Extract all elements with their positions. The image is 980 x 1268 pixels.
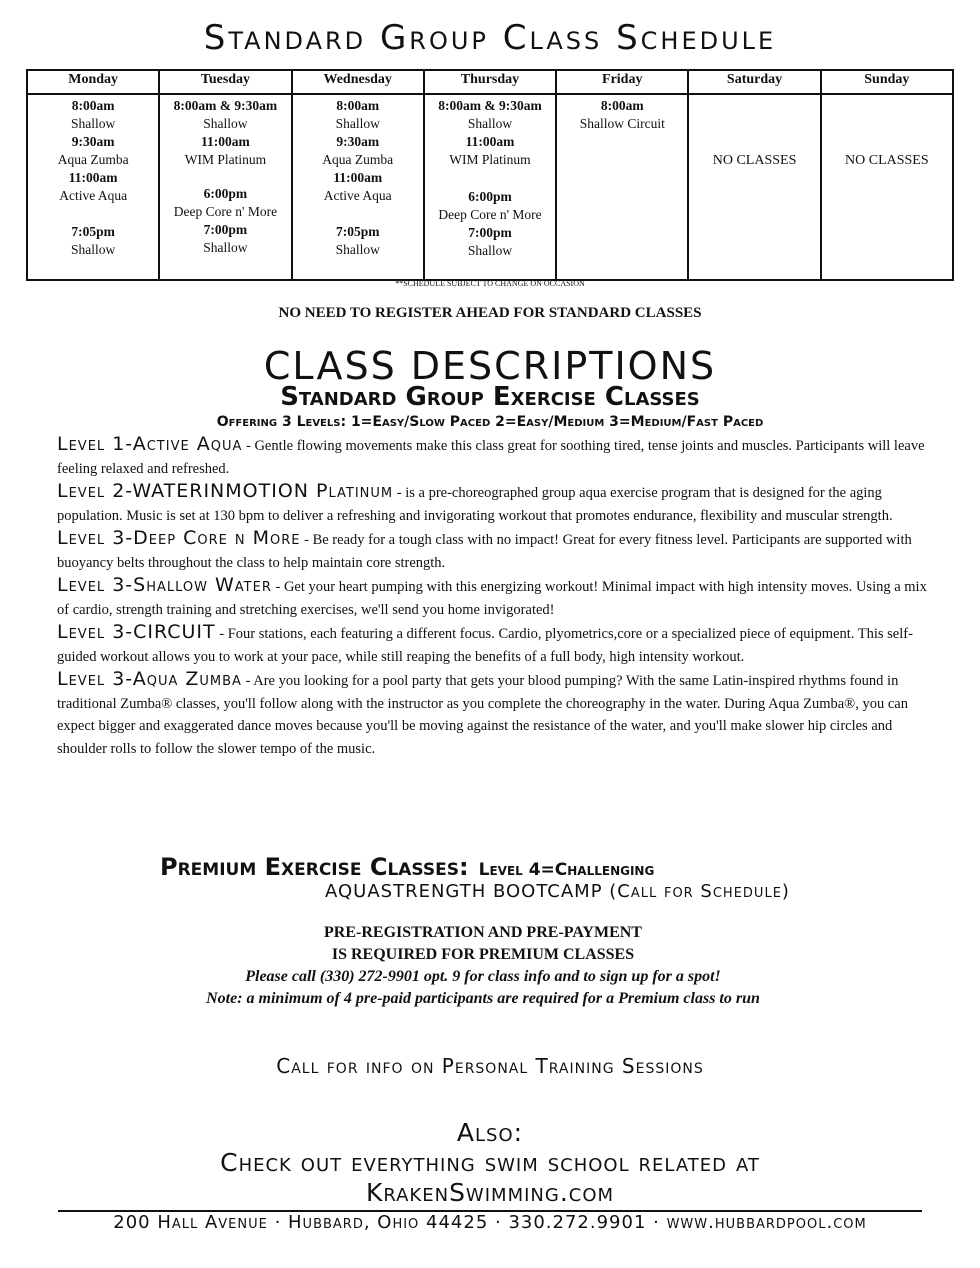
class-name: Shallow <box>335 116 380 131</box>
class-entry <box>160 133 290 169</box>
day-header-friday: Friday <box>556 70 688 94</box>
promo-website: KrakenSwimming.com <box>365 1178 615 1207</box>
schedule-disclaimer: **SCHEDULE SUBJECT TO CHANGE ON OCCASION <box>395 279 585 288</box>
class-entry <box>425 224 555 260</box>
class-description <box>57 527 927 574</box>
day-header-sunday: Sunday <box>821 70 953 94</box>
class-name: Shallow <box>335 242 380 257</box>
class-level-title: Level 3-CIRCUIT <box>57 621 216 643</box>
class-entry <box>425 133 555 169</box>
class-time: 7:00pm <box>203 222 248 237</box>
class-description <box>57 668 927 760</box>
bootcamp-class: AQUASTRENGTH BOOTCAMP (Call for Schedule) <box>325 881 790 902</box>
day-header-thursday: Thursday <box>424 70 556 94</box>
class-time: 6:00pm <box>203 186 248 201</box>
class-name: Shallow <box>203 116 248 131</box>
class-time: 11:00am <box>68 170 118 185</box>
premium-classes-heading <box>160 853 654 881</box>
class-level-title: Level 1-Active Aqua <box>57 433 243 455</box>
schedule-body-row <box>27 94 953 280</box>
tuesday-cell <box>159 94 291 280</box>
class-description <box>57 480 927 527</box>
premium-minimum-note: Note: a minimum of 4 pre-paid participants are required for a Premium class to run <box>206 990 760 1007</box>
sunday-cell <box>821 94 953 280</box>
class-level-title: Level 3-Aqua Zumba <box>57 668 242 690</box>
friday-cell <box>556 94 688 280</box>
class-time: 8:00am <box>600 98 644 113</box>
class-name: Shallow <box>467 116 513 131</box>
class-time: 7:05pm <box>71 224 115 239</box>
day-header-tuesday: Tuesday <box>159 70 291 94</box>
class-entry <box>425 188 555 224</box>
day-header-saturday: Saturday <box>688 70 820 94</box>
class-entry <box>28 97 158 133</box>
class-descriptions <box>57 433 927 760</box>
class-name: Shallow Circuit <box>579 116 665 131</box>
class-name: WIM Platinum <box>184 152 267 167</box>
class-time: 9:30am <box>336 134 380 149</box>
class-time: 6:00pm <box>468 189 512 204</box>
wednesday-cell <box>292 94 424 280</box>
class-entry <box>160 97 290 133</box>
class-name: Active Aqua <box>323 188 392 203</box>
class-description-text: - Four stations, each featuring a different focus. Cardio, plyometrics,core or a specialized piece of equipment. This self-guided workout allows you to work at your pace, while still reaping the benefits of a full body, high intensity workout. <box>57 626 913 665</box>
class-time: 8:00am & 9:30am <box>438 98 542 113</box>
no-classes-label: NO CLASSES <box>845 153 929 168</box>
saturday-cell <box>688 94 820 280</box>
page-title: Standard Group Class Schedule <box>203 18 777 58</box>
class-entry <box>293 97 423 133</box>
class-name: Aqua Zumba <box>322 152 394 167</box>
class-entry <box>293 133 423 169</box>
class-name: WIM Platinum <box>449 152 531 167</box>
class-time: 7:05pm <box>335 224 380 239</box>
footer-address: 200 Hall Avenue · Hubbard, Ohio 44425 · 330.272.9901 · www.hubbardpool.com <box>113 1212 867 1233</box>
class-entry <box>28 133 158 169</box>
schedule-header-row <box>27 70 953 94</box>
class-description <box>57 621 927 668</box>
class-name: Deep Core n' More <box>438 207 542 222</box>
levels-legend: Offering 3 Levels: 1=Easy/Slow Paced 2=Easy/Medium 3=Medium/Fast Paced <box>216 414 764 430</box>
class-time: 8:00am <box>71 98 115 113</box>
premium-heading-text: Premium Exercise Classes: <box>160 853 469 881</box>
class-level-title: Level 3-Shallow Water <box>57 574 272 596</box>
standard-classes-heading: Standard Group Exercise Classes <box>280 382 700 412</box>
day-header-wednesday: Wednesday <box>292 70 424 94</box>
class-schedule-table <box>26 69 954 281</box>
class-time: 7:00pm <box>468 225 512 240</box>
premium-requirements <box>0 922 966 1010</box>
class-level-title: Level 3-Deep Core n More <box>57 527 301 549</box>
swim-school-promo <box>0 1118 980 1208</box>
class-description-text: - Get your heart pumping with this energizing workout! Minimal impact with high intensity moves. Using a mix of cardio, strength training and stretching exercises, we'll send you home invigorated! <box>57 579 927 618</box>
monday-cell <box>27 94 159 280</box>
class-entry <box>28 169 158 205</box>
class-entry <box>28 223 158 259</box>
class-description-text: - Be ready for a tough class with no impact! Great for every fitness level. Participants are supported with buoyancy belts throughout the class to help maintain core strength. <box>57 532 912 571</box>
class-entry <box>557 97 687 133</box>
class-time: 11:00am <box>465 134 515 149</box>
promo-line: Check out everything swim school related at <box>220 1148 760 1177</box>
class-time: 9:30am <box>71 134 115 149</box>
promo-line: Also: <box>456 1118 524 1147</box>
class-name: Deep Core n' More <box>173 204 278 219</box>
thursday-cell <box>424 94 556 280</box>
class-time: 11:00am <box>333 170 383 185</box>
class-name: Active Aqua <box>59 188 128 203</box>
class-time: 8:00am & 9:30am <box>173 98 278 113</box>
class-name: Shallow <box>203 240 248 255</box>
personal-training-info: Call for info on Personal Training Sessions <box>276 1054 704 1078</box>
class-name: Shallow <box>71 242 116 257</box>
class-name: Shallow <box>71 116 116 131</box>
no-registration-notice: NO NEED TO REGISTER AHEAD FOR STANDARD CLASSES <box>278 305 702 321</box>
class-entry <box>293 169 423 205</box>
class-entry <box>293 223 423 259</box>
class-time: 11:00am <box>201 134 250 149</box>
premium-level-label: Level 4=Challenging <box>478 860 655 880</box>
class-name: Shallow <box>467 243 513 258</box>
class-entry <box>160 185 290 221</box>
class-descriptions-heading: CLASS DESCRIPTIONS <box>263 344 717 388</box>
class-entry <box>160 221 290 257</box>
class-entry <box>425 97 555 133</box>
class-description <box>57 574 927 621</box>
no-classes-label: NO CLASSES <box>712 153 797 168</box>
premium-requirement-line: IS REQUIRED FOR PREMIUM CLASSES <box>331 946 635 963</box>
premium-call-info: Please call (330) 272-9901 opt. 9 for class info and to sign up for a spot! <box>245 968 721 985</box>
class-time: 8:00am <box>336 98 380 113</box>
class-description-text: - Gentle flowing movements make this class great for soothing tired, tense joints and muscles. Participants will leave feeling relaxed and refreshed. <box>57 438 925 477</box>
class-level-title: Level 2-WATERINMOTION Platinum <box>57 480 394 502</box>
class-description <box>57 433 927 480</box>
premium-requirement-line: PRE-REGISTRATION AND PRE-PAYMENT <box>324 924 642 941</box>
class-description-text: - Are you looking for a pool party that gets your blood pumping? With the same Latin-inspired rhythms found in traditional Zumba® classes, you'll follow along with the instructor as you complete the choreography in the water. During Aqua Zumba®, you can expect bigger and exaggerated dance moves because you'll be moving against the resistance of the water, and you'll make slower hip circles and shoulder rolls to follow the slower tempo of the music. <box>57 673 908 757</box>
day-header-monday: Monday <box>27 70 159 94</box>
class-description-text: - is a pre-choreographed group aqua exercise program that is designed for the aging population. Music is set at 130 bpm to deliver a refreshing and invigorating workout that promotes endurance, flexibility and muscular strength. <box>57 485 893 524</box>
class-name: Aqua Zumba <box>57 152 129 167</box>
